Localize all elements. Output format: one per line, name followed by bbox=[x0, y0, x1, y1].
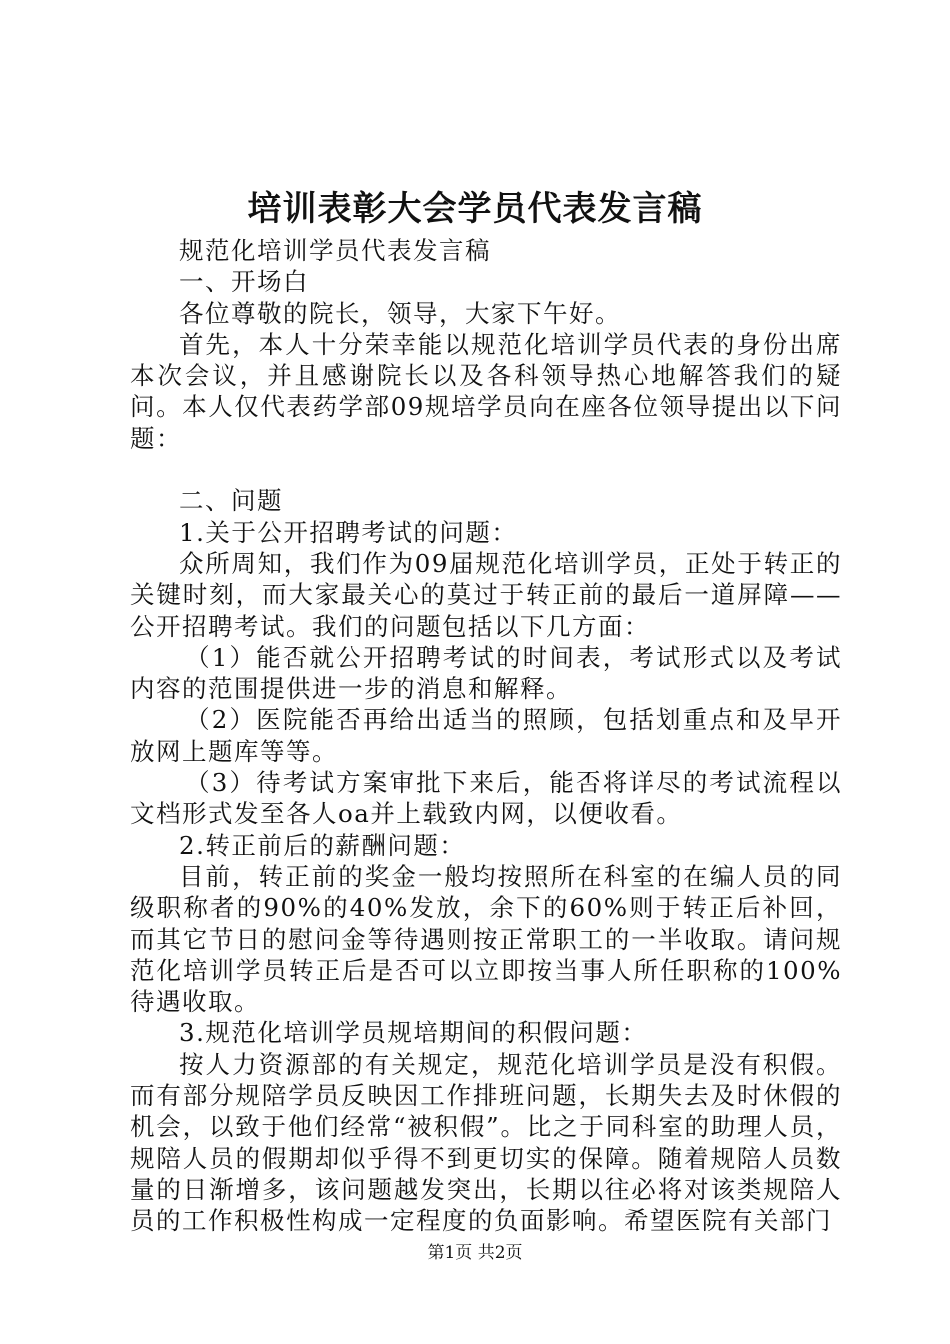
question-3-heading: 3.规范化培训学员规培期间的积假问题： bbox=[179, 1018, 648, 1048]
subtitle-paragraph: 规范化培训学员代表发言稿 bbox=[179, 236, 491, 265]
question-1-item-2: （2）医院能否再给出适当的照顾，包括划重点和及早开放网上题库等等。 bbox=[130, 705, 842, 766]
greeting-paragraph: 各位尊敬的院长，领导，大家下午好。 bbox=[179, 298, 621, 328]
page-footer: 第1页 共2页 bbox=[427, 1243, 523, 1263]
document-title: 培训表彰大会学员代表发言稿 bbox=[247, 189, 703, 229]
section-heading-questions: 二、问题 bbox=[179, 486, 283, 516]
document-body bbox=[130, 235, 842, 1237]
question-3-paragraph: 按人力资源部的有关规定，规范化培训学员是没有积假。而有部分规陪学员反映因工作排班问题，长期失去及时休假的机会，以致于他们经常“被积假”。比之于同科室的助理人员，规陪人员的假期却似乎得不到更切实的保障。随着规陪人员数量的日渐增多，该问题越发突出，长期以往必将对该类规陪人员的工作积极性构成一定程度的负面影响。希望医院有关部门 bbox=[130, 1049, 842, 1236]
question-1-heading: 1.关于公开招聘考试的问题： bbox=[179, 517, 518, 547]
question-2-heading: 2.转正前后的薪酬问题： bbox=[179, 830, 466, 860]
intro-paragraph: 首先，本人十分荣幸能以规范化培训学员代表的身份出席本次会议，并且感谢院长以及各科领导热心地解答我们的疑问。本人仅代表药学部09规培学员向在座各位领导提出以下问题： bbox=[130, 329, 842, 453]
question-2-paragraph: 目前，转正前的奖金一般均按照所在科室的在编人员的同级职称者的90%的40%发放，余下的60%则于转正后补回，而其它节日的慰问金等待遇则按正常职工的一半收取。请问规范化培训学员转正后是否可以立即按当事人所任职称的100%待遇收取。 bbox=[130, 861, 842, 1017]
question-1-item-3: （3）待考试方案审批下来后，能否将详尽的考试流程以文档形式发至各人oa并上载致内网，以便收看。 bbox=[130, 768, 842, 829]
question-1-paragraph: 众所周知，我们作为09届规范化培训学员，正处于转正的关键时刻，而大家最关心的莫过于转正前的最后一道屏障——公开招聘考试。我们的问题包括以下几方面： bbox=[130, 548, 842, 641]
question-1-item-1: （1）能否就公开招聘考试的时间表，考试形式以及考试内容的范围提供进一步的消息和解释。 bbox=[130, 642, 842, 704]
blank-line bbox=[130, 454, 842, 485]
section-heading-opening: 一、开场白 bbox=[179, 267, 309, 297]
